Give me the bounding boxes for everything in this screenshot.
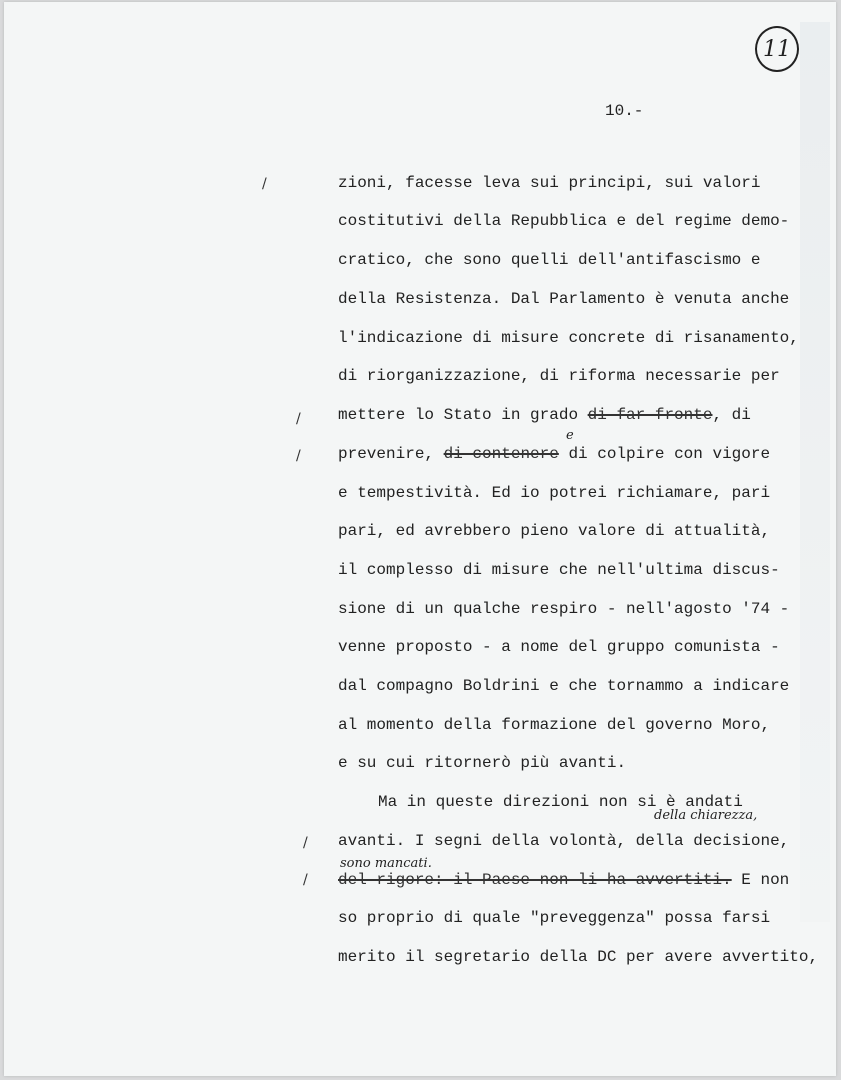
text-segment: di colpire con vigore [558,445,771,463]
handwritten-insert-chiarezza: della chiarezza, [654,808,758,823]
text-line [338,444,770,464]
typed-page-number: 10.- [605,102,644,120]
struck-text: del rigore: il Paese non li ha avvertiti. [338,871,732,889]
struck-text: di contenere [443,445,559,463]
text-line: zioni, facesse leva sui principi, sui valori [338,174,761,192]
circled-page-number [755,26,799,72]
text-segment: mettere lo Stato in grado [338,406,588,424]
text-line: cratico, che sono quelli dell'antifascismo e [338,251,761,269]
text-line: e su cui ritornerò più avanti. [338,754,627,772]
text-line: so proprio di quale "preveggenza" possa farsi [338,909,771,927]
text-line: costitutivi della Repubblica e del regime demo- [338,212,790,230]
text-line: venne proposto - a nome del gruppo comunista - [338,638,780,656]
margin-tick-mark: / [296,448,301,464]
text-line: della Resistenza. Dal Parlamento è venuta anche [338,290,790,308]
text-line: avanti. I segni della volontà, della decisione, [338,832,790,850]
text-segment: , di [712,406,751,424]
circled-page-number-text: 11 [763,36,791,62]
text-line [338,405,751,425]
margin-tick-mark: / [296,411,301,427]
text-line: merito il segretario della DC per avere avvertito, [338,948,819,966]
text-line: il complesso di misure che nell'ultima discus- [338,561,780,579]
text-segment: E non [731,871,790,889]
text-line: al momento della formazione del governo Moro, [338,716,771,734]
margin-tick-mark: / [303,835,308,851]
text-line: pari, ed avrebbero pieno valore di attualità, [338,522,771,540]
handwritten-insert-mancati: sono mancati. [340,856,432,871]
text-line: sione di un qualche respiro - nell'agosto '74 - [338,600,790,618]
text-line: di riorganizzazione, di riforma necessarie per [338,367,780,385]
text-line: l'indicazione di misure concrete di risanamento, [338,329,799,347]
text-line: Ma in queste direzioni non si è andati [378,793,743,811]
handwritten-insert-e: e [566,428,574,443]
text-line [338,870,789,890]
text-segment: prevenire, [338,445,444,463]
margin-tick-mark: / [262,176,267,192]
text-line: dal compagno Boldrini e che tornammo a indicare [338,677,790,695]
text-line: e tempestività. Ed io potrei richiamare, pari [338,484,771,502]
show-through-bleed [800,22,830,922]
margin-tick-mark: / [303,872,308,888]
struck-text: di far fronte [587,406,713,424]
